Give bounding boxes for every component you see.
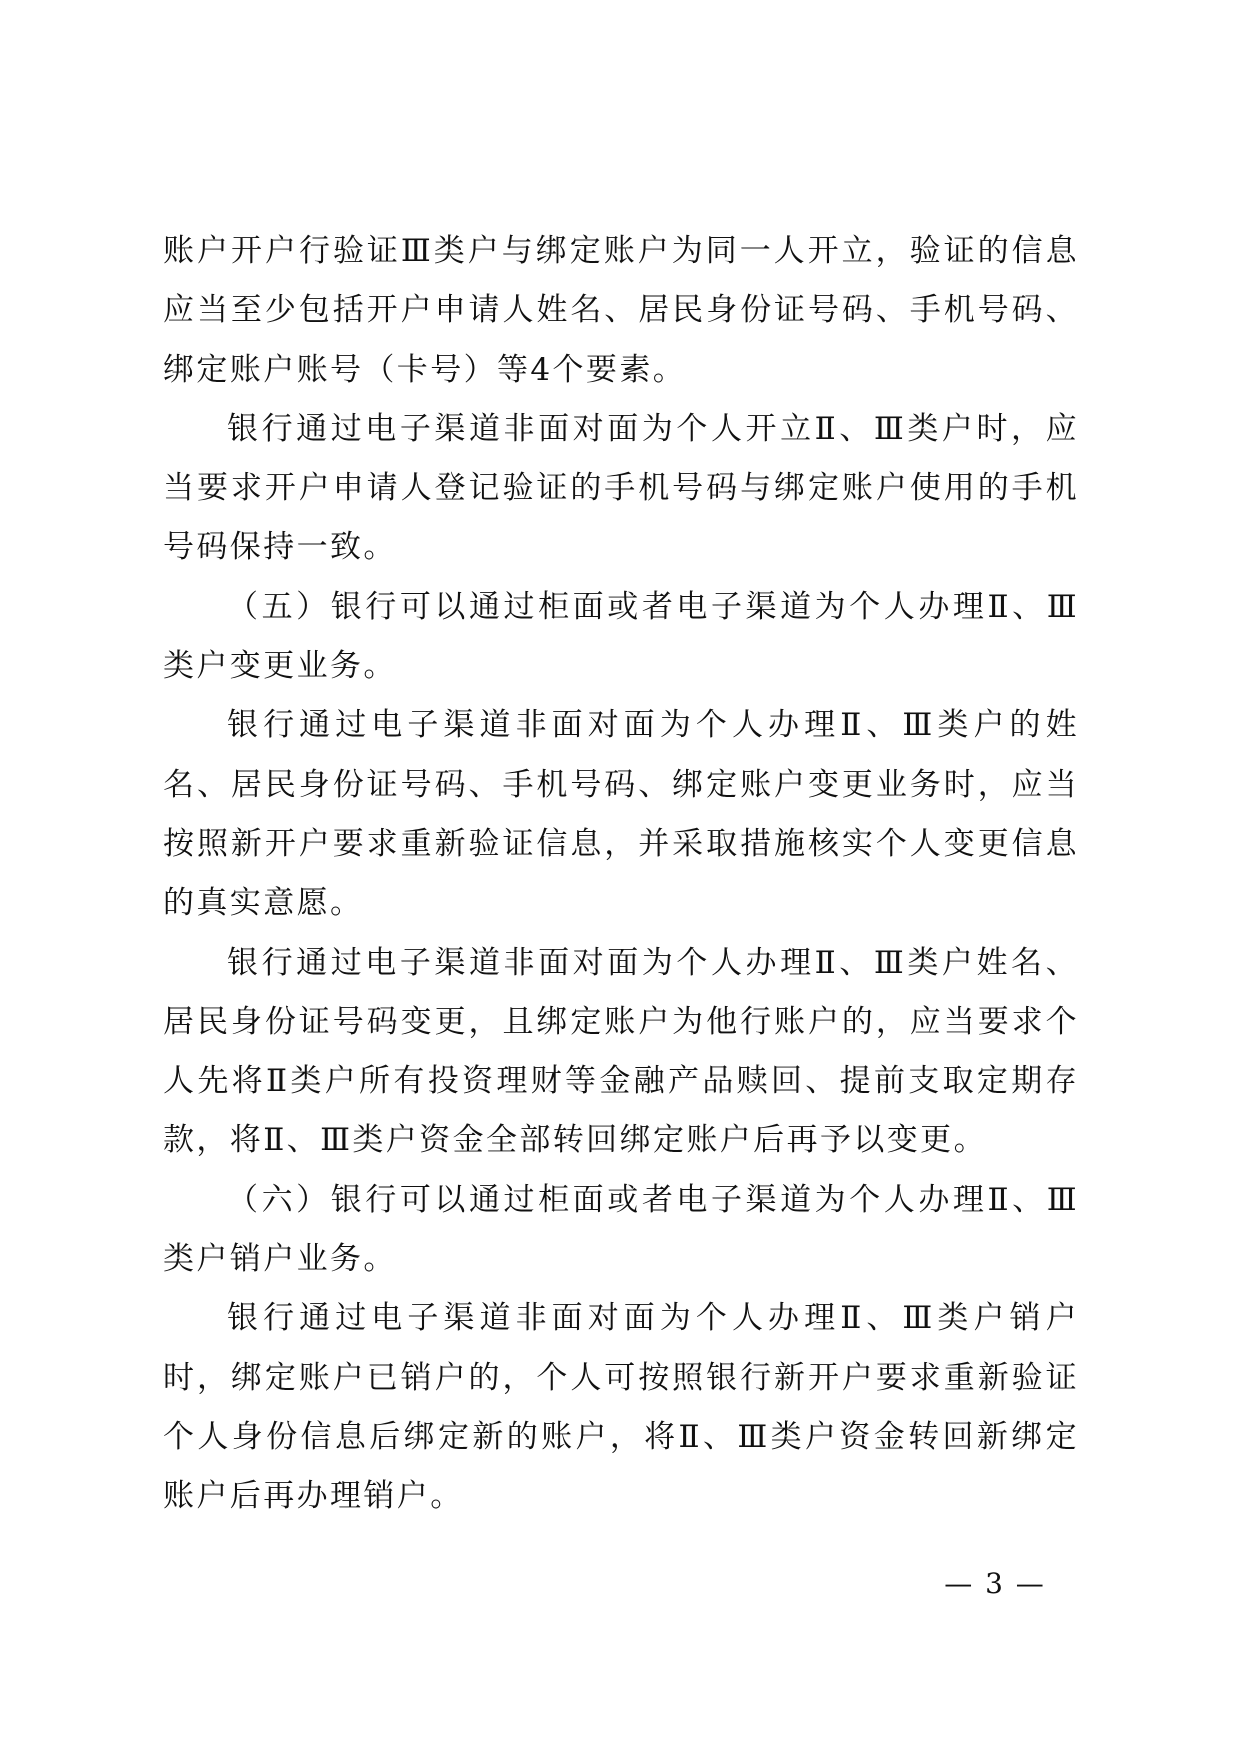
paragraph-verification-continued: 账户开户行验证Ⅲ类户与绑定账户为同一人开立，验证的信息应当至少包括开户申请人姓名、居民身份证号码、手机号码、绑定账户账号（卡号）等4个要素。 [163,233,1079,388]
paragraph-name-id-change: 银行通过电子渠道非面对面为个人办理Ⅱ、Ⅲ类户姓名、居民身份证号码变更，且绑定账户为他行账户的，应当要求个人先将Ⅱ类户所有投资理财等金融产品赎回、提前支取定期存款，将Ⅱ、Ⅲ类户资金全部转回绑定账户后再予以变更。 [163,944,1079,1159]
paragraph-change-verification: 银行通过电子渠道非面对面为个人办理Ⅱ、Ⅲ类户的姓名、居民身份证号码、手机号码、绑定账户变更业务时，应当按照新开户要求重新验证信息，并采取措施核实个人变更信息的真实意愿。 [163,707,1079,922]
paragraph-phone-consistency: 银行通过电子渠道非面对面为个人开立Ⅱ、Ⅲ类户时，应当要求开户申请人登记验证的手机号码与绑定账户使用的手机号码保持一致。 [163,410,1079,566]
paragraph-section-five: （五）银行可以通过柜面或者电子渠道为个人办理Ⅱ、Ⅲ类户变更业务。 [163,588,1079,685]
paragraph-section-six: （六）银行可以通过柜面或者电子渠道为个人办理Ⅱ、Ⅲ类户销户业务。 [163,1181,1079,1278]
paragraph-account-closure: 银行通过电子渠道非面对面为个人办理Ⅱ、Ⅲ类户销户时，绑定账户已销户的，个人可按照银行新开户要求重新验证个人身份信息后绑定新的账户，将Ⅱ、Ⅲ类户资金转回新绑定账户后再办理销户。 [163,1300,1079,1515]
document-body [163,222,1079,1527]
page-number: — 3 — [944,1567,1046,1600]
